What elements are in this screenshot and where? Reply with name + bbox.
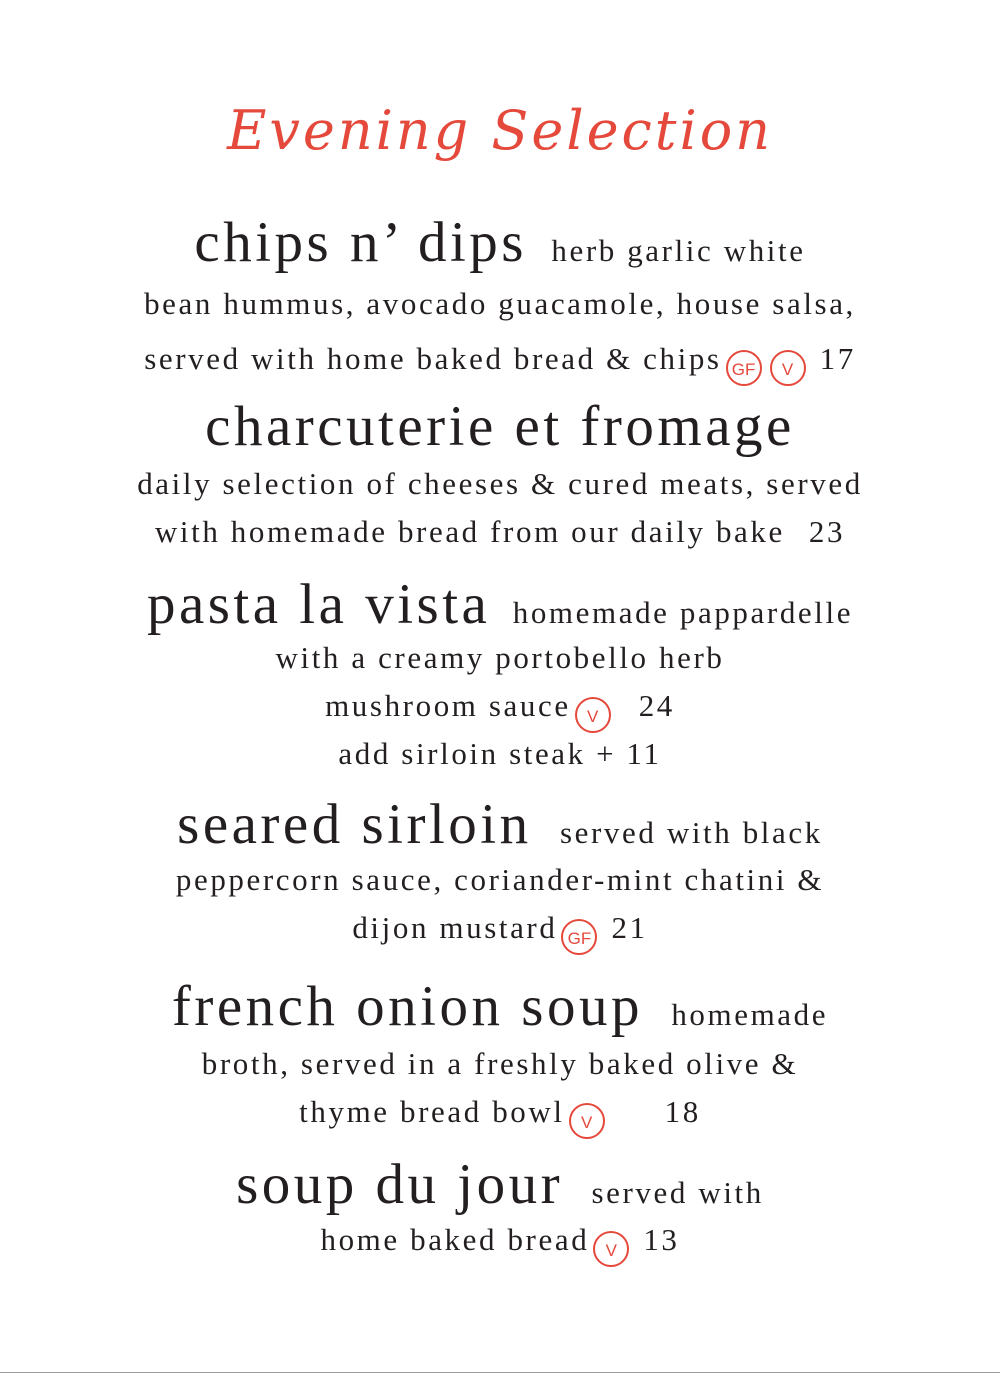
menu-title: Evening Selection [226,99,774,162]
item-description: served with home baked bread & chips [144,341,722,376]
item-name: seared sirloin [177,793,532,856]
item-description-line [0,1216,1000,1267]
menu-item-soup-du-jour [0,1150,1000,1220]
item-price: 21 [611,910,648,945]
menu-item-chips-n-dips [0,208,1000,278]
item-addon: add sirloin steak + 11 [338,736,662,771]
item-description-line: broth, served in a freshly baked olive & [201,1046,799,1081]
item-description-line [0,1088,1000,1139]
item-name: soup du jour [236,1153,564,1216]
item-name: charcuterie et fromage [205,395,795,458]
item-price: 18 [664,1094,701,1129]
item-price: 13 [643,1222,680,1257]
item-description: served with [591,1175,764,1210]
item-name: french onion soup [171,975,643,1038]
menu-item-pasta-la-vista [0,570,1000,640]
vegetarian-badge: V [575,697,611,733]
item-description: homemade [671,997,829,1032]
item-price: 23 [808,514,846,549]
item-description-line: bean hummus, avocado guacamole, house salsa, [144,286,856,321]
item-price: 24 [638,688,675,723]
item-description: herb garlic white [551,233,806,268]
vegetarian-badge: V [593,1231,629,1267]
item-description: mushroom sauce [325,688,571,723]
gluten-free-badge: GF [561,919,597,955]
menu-item-french-onion-soup [0,972,1000,1042]
item-description: served with black [559,815,823,850]
gluten-free-badge: GF [726,350,762,386]
item-description-line [0,508,1000,556]
item-description: homemade pappardelle [512,595,854,630]
item-description: dijon mustard [352,910,558,945]
item-price: 17 [819,341,856,376]
item-name: chips n’ dips [194,211,527,274]
bottom-divider [0,1372,1000,1373]
item-description: thyme bread bowl [299,1094,565,1129]
item-description-line: with a creamy portobello herb [275,640,725,675]
item-description-line [0,335,1000,386]
vegetarian-badge: V [770,350,806,386]
item-description-line [0,904,1000,955]
item-name: pasta la vista [146,573,491,636]
vegetarian-badge: V [569,1103,605,1139]
item-description-line: peppercorn sauce, coriander-mint chatini & [175,862,825,897]
item-description-line [0,682,1000,733]
item-description-line: daily selection of cheeses & cured meats, served [137,466,863,501]
menu-item-seared-sirloin [0,790,1000,860]
item-description: home baked bread [320,1222,590,1257]
item-description: with homemade bread from our daily bake [154,514,785,549]
menu-item-charcuterie-et-fromage [0,392,1000,462]
